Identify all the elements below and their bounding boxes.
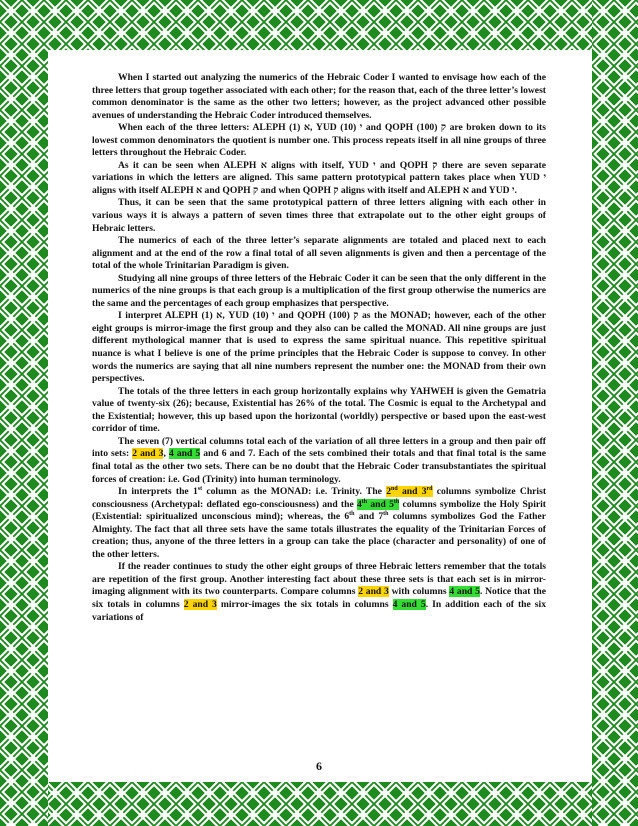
p10-h1-a: 2 <box>386 486 392 498</box>
paragraph-10 <box>92 486 546 561</box>
p10-h2-b: and 5 <box>370 498 394 510</box>
p11-text-c: . Notice that the six totals in columns <box>92 586 547 610</box>
p10-h1-b: and 3 <box>401 486 427 498</box>
p11-text-e: . In addition each of the six variations of <box>92 598 546 623</box>
page-number: 6 <box>316 759 322 773</box>
highlight-4-and-5-c: 4 and 5 <box>392 598 426 610</box>
p10-text-f: columns symbolizes God the Father Almighty. The fact that all three sets have the same totals illustrates the equality of the Trinitarian Forces of creation; thus, anyone of the three letters in a group can take the place (character and personality) of one of the other letters. <box>92 511 546 560</box>
body-text <box>92 72 546 624</box>
highlight-4th-and-5th <box>357 499 399 510</box>
p10-text-c: columns symbolize Christ consciousness (Archetypal: deflated ego-consciousness) and the <box>92 486 547 510</box>
highlight-2-and-3: 2 and 3 <box>132 448 164 460</box>
paragraph-1: When I started out analyzing the numerics of the Hebraic Coder I wanted to envisage how each of the three letters that group together associated with each other; for the reason that, each of the three letter’s lowest common denominator is the same as the other two letters; however, as the project advanced other possible avenues of understanding the Hebraic Coder introduced themselves. <box>92 72 546 121</box>
highlight-4-and-5: 4 and 5 <box>168 448 201 460</box>
paragraph-9 <box>92 436 546 486</box>
highlight-2-and-3-b: 2 and 3 <box>358 586 389 598</box>
decorative-border-left <box>0 0 48 826</box>
highlight-4-and-5-b: 4 and 5 <box>449 586 480 598</box>
p10-h2-a: 4 <box>356 498 362 510</box>
paragraph-5: The numerics of each of the three letter’s separate alignments are totaled and placed next to each alignment and at the end of the row a final total of all seven alignments is given and then a percentage of the total of the whole Trinitarian Paradigm is given. <box>92 235 546 272</box>
p10-text-d: columns symbolize the Holy Spirit (Existential: spiritualized unconscious mind); whereas, the 6 <box>92 498 547 523</box>
decorative-border-bottom <box>0 782 638 826</box>
p10-sup-st: st <box>197 485 203 492</box>
paragraph-2: When each of the three letters: ALEPH (1) א, YUD י (10) and QOPH ק (100) are broken down to its lowest common denominators the quotient is number one. This process repeats itself in all nine groups of three letters throughout the Hebraic Coder. <box>92 122 546 159</box>
highlight-2-and-3-c: 2 and 3 <box>183 598 217 610</box>
p10-text-b: column as the MONAD: i.e. Trinity. The <box>206 486 382 498</box>
p10-h1-sup-nd: nd <box>391 485 398 492</box>
p10-sup-th: th <box>349 510 355 517</box>
p10-h1-sup-rd: rd <box>426 485 433 492</box>
p9-comma: , <box>163 448 166 460</box>
p9-text-c: and 6 and 7. Each of the sets combined their totals and that final total is the same final total as the other two sets. There can be no doubt that the Hebraic Coder transubstantiates the spiritual forces of creation: i.e. God (Trinity) into human terminology. <box>92 448 546 485</box>
p11-text-b: with columns <box>391 586 447 598</box>
p10-h2-sup-th: th <box>361 498 368 505</box>
paragraph-3: As it can be seen when ALEPH א aligns with itself, YUD י and QOPH ק there are seven separate variations in which the letters are aligned. This same pattern prototypical pattern takes place when YUD י aligns with itself ALEPH א and QOPH ק and when QOPH ק aligns with itself and ALEPH א and YUD י. <box>92 159 546 196</box>
paragraph-8: The totals of the three letters in each group horizontally explains why YAHWEH is given the Gematria value of twenty-six (26); because, Existential has 26% of the total. The Cosmic is equal to the Archetypal and the Existential; however, this up based upon the horizontal (worldly) perspective or based upon the east-west corridor of time. <box>92 385 546 435</box>
p10-h2-sup-th-2: th <box>393 498 400 505</box>
paragraph-7: I interpret ALEPH (1) א, YUD י (10) and QOPH ק (100) as the MONAD; however, each of the other eight groups is mirror-image the first group and they also can be called the MONAD. All nine groups are just different mythological manner that is used to express the same spiritual nuance. This repetitive spiritual nuance is what I believe is one of the prime principles that the Hebraic Coder is suppose to convey. In other words the numerics are saying that all nine numbers represent the number one: the MONAD from their own perspectives. <box>92 310 546 385</box>
paragraph-4: Thus, it can be seen that the same prototypical pattern of three letters aligning with each other in various ways it is always a pattern of seven times three that extrapolate out to the other eight groups of Hebraic letters. <box>92 197 546 234</box>
paragraph-11 <box>92 561 546 624</box>
p10-text-e: and 7 <box>358 511 384 523</box>
decorative-border-top <box>0 0 638 50</box>
p9-text-a: The seven (7) vertical columns total each of the variation of all three letters in a group and then pair off into sets: <box>92 435 546 460</box>
highlight-2nd-and-3rd <box>386 486 432 497</box>
paragraph-6: Studying all nine groups of three letters of the Hebraic Coder it can be seen that the only different in the numerics of the nine groups is that each group is a multiplication of the first group otherwise the numerics are the same and the percentages of each group emphasizes that perspective. <box>92 272 546 309</box>
p10-text-a: In interprets the 1 <box>118 486 198 498</box>
p11-text-d: mirror-images the six totals in columns <box>220 598 389 610</box>
decorative-border-right <box>592 0 638 826</box>
p11-text-a: If the reader continues to study the other eight groups of three Hebraic letters remember that the totals are repetition of the first group. Another interesting fact about these three sets is that each set is in mirror-imaging alignment with its two counterparts. Compare columns <box>92 561 546 598</box>
p10-sup-th-2: th <box>383 510 389 517</box>
